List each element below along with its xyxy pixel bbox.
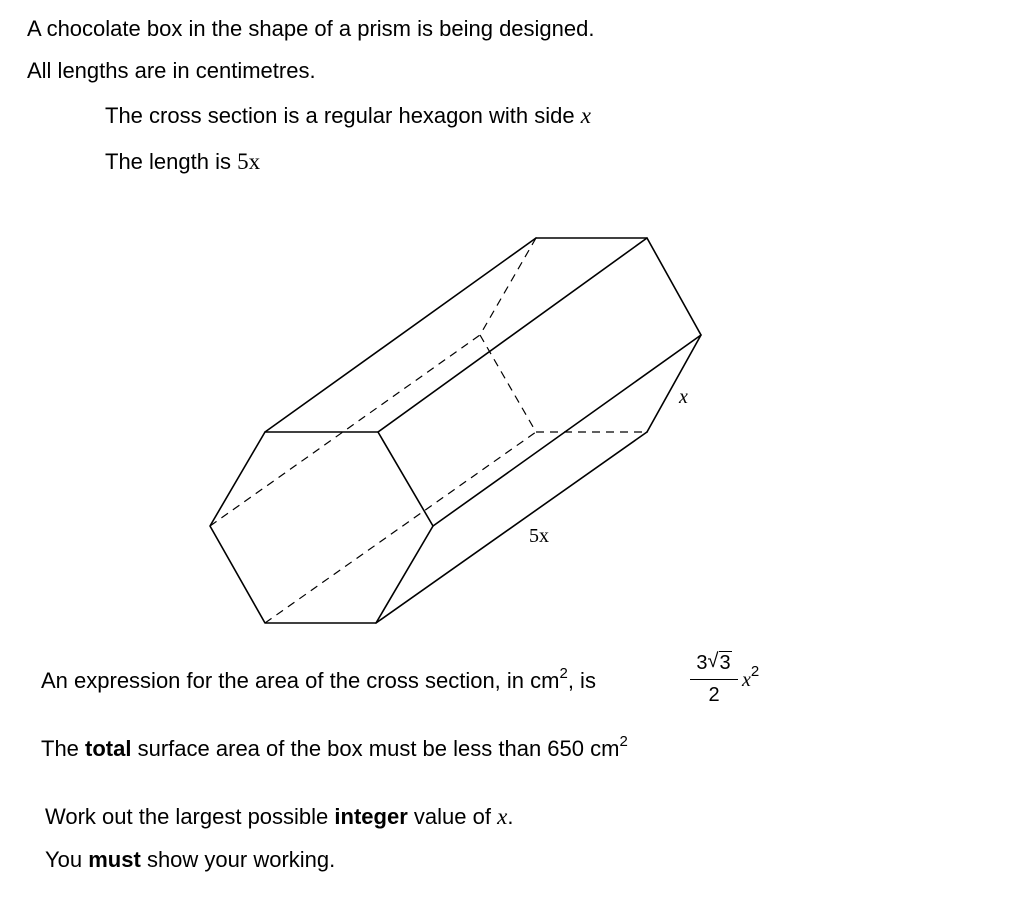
area-variable: x (742, 669, 751, 691)
fraction-denominator: 2 (708, 684, 720, 706)
total-post: surface area of the box must be less than 650 cm (137, 736, 620, 761)
side-variable: x (580, 103, 591, 128)
hidden-edge-back-left (480, 335, 536, 432)
fraction-bar (690, 679, 738, 680)
numerator-coefficient: 3 (696, 652, 708, 674)
total-bold: total (85, 736, 132, 761)
cross-section-text: The cross section is a regular hexagon with side (105, 103, 575, 128)
hidden-edge-back-top-left (480, 238, 536, 335)
radical-sign: √ (707, 650, 719, 672)
total-statement (41, 732, 628, 762)
hidden-edge-left (210, 335, 480, 526)
area-unit-power: 2 (559, 664, 568, 682)
area-variable-term (742, 662, 760, 693)
task-variable: x (497, 804, 508, 829)
area-statement (41, 664, 596, 694)
back-hexagon-visible (536, 238, 701, 432)
label-side-x: x (679, 386, 688, 408)
radicand: 3 (719, 652, 731, 674)
intro-line-2: All lengths are in centimetres. (27, 58, 316, 83)
task-mid: value of (413, 804, 491, 829)
label-length-5x: 5x (529, 525, 549, 547)
task-end: . (507, 804, 514, 829)
edge-top-left (265, 238, 536, 432)
area-fraction (684, 650, 744, 708)
task-line-1 (45, 804, 513, 830)
task-pre: Work out the largest possible (45, 804, 329, 829)
hidden-edge-bottom-left (265, 432, 536, 623)
fraction-numerator (684, 650, 744, 676)
intro-line-1: A chocolate box in the shape of a prism is being designed. (27, 16, 595, 41)
length-expression: 5x (237, 149, 261, 174)
task-line-2 (45, 847, 335, 873)
edge-bottom-right (376, 432, 647, 623)
task2-pre: You (45, 847, 83, 872)
area-variable-power: 2 (750, 662, 760, 680)
task-bold: integer (334, 804, 408, 829)
task2-bold: must (88, 847, 141, 872)
area-text: An expression for the area of the cross section, in cm (41, 668, 560, 693)
total-unit-power: 2 (619, 732, 628, 750)
total-pre: The (41, 736, 79, 761)
area-is: , is (567, 668, 596, 693)
front-hexagon (210, 432, 433, 623)
length-text: The length is (105, 149, 231, 174)
square-root (708, 650, 732, 676)
task2-post: show your working. (146, 847, 336, 872)
